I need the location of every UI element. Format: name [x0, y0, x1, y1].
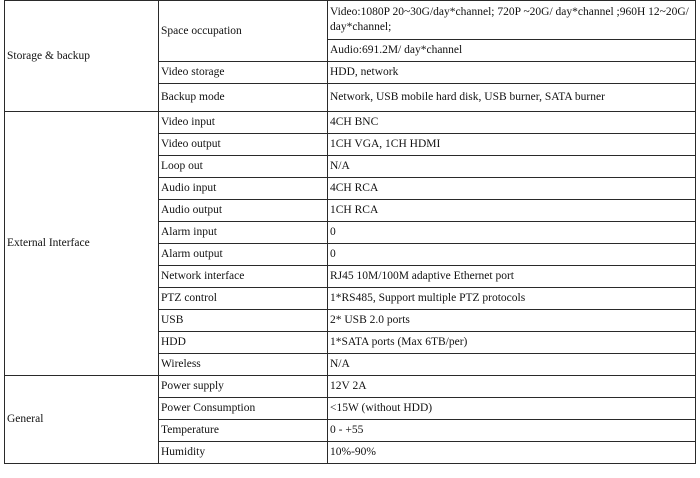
row-label-space-occupation: Space occupation — [159, 1, 328, 62]
row-label-humidity: Humidity — [159, 442, 328, 464]
table-row — [5, 376, 696, 398]
row-value-loop-out: N/A — [328, 156, 696, 178]
row-label-power-supply: Power supply — [159, 376, 328, 398]
row-label-video-input: Video input — [159, 112, 328, 134]
row-value-space-occupation-video: Video:1080P 20~30G/day*channel; 720P ~20G/ day*channel ;960H 12~20G/ day*channel; — [328, 1, 696, 40]
row-label-alarm-output: Alarm output — [159, 244, 328, 266]
section-storage-backup: Storage & backup — [5, 1, 159, 112]
row-value-humidity: 10%-90% — [328, 442, 696, 464]
row-value-alarm-input: 0 — [328, 222, 696, 244]
row-value-hdd: 1*SATA ports (Max 6TB/per) — [328, 332, 696, 354]
row-label-audio-input: Audio input — [159, 178, 328, 200]
row-label-video-output: Video output — [159, 134, 328, 156]
spec-table — [4, 0, 696, 464]
row-value-alarm-output: 0 — [328, 244, 696, 266]
row-value-video-input: 4CH BNC — [328, 112, 696, 134]
row-value-space-occupation-audio: Audio:691.2M/ day*channel — [328, 40, 696, 62]
row-value-backup-mode: Network, USB mobile hard disk, USB burner, SATA burner — [328, 84, 696, 112]
section-general: General — [5, 376, 159, 464]
row-value-ptz-control: 1*RS485, Support multiple PTZ protocols — [328, 288, 696, 310]
row-label-wireless: Wireless — [159, 354, 328, 376]
row-label-ptz-control: PTZ control — [159, 288, 328, 310]
row-value-network-interface: RJ45 10M/100M adaptive Ethernet port — [328, 266, 696, 288]
row-label-loop-out: Loop out — [159, 156, 328, 178]
row-value-power-consumption: <15W (without HDD) — [328, 398, 696, 420]
row-label-network-interface: Network interface — [159, 266, 328, 288]
row-value-power-supply: 12V 2A — [328, 376, 696, 398]
row-label-alarm-input: Alarm input — [159, 222, 328, 244]
row-value-usb: 2* USB 2.0 ports — [328, 310, 696, 332]
row-label-temperature: Temperature — [159, 420, 328, 442]
section-external-interface: External Interface — [5, 112, 159, 376]
row-label-backup-mode: Backup mode — [159, 84, 328, 112]
spec-table-container — [4, 0, 696, 464]
row-value-audio-input: 4CH RCA — [328, 178, 696, 200]
row-label-audio-output: Audio output — [159, 200, 328, 222]
row-value-temperature: 0 - +55 — [328, 420, 696, 442]
row-value-video-storage: HDD, network — [328, 62, 696, 84]
row-label-hdd: HDD — [159, 332, 328, 354]
row-label-power-consumption: Power Consumption — [159, 398, 328, 420]
row-label-usb: USB — [159, 310, 328, 332]
table-row — [5, 112, 696, 134]
row-label-video-storage: Video storage — [159, 62, 328, 84]
row-value-video-output: 1CH VGA, 1CH HDMI — [328, 134, 696, 156]
table-row — [5, 1, 696, 40]
row-value-audio-output: 1CH RCA — [328, 200, 696, 222]
row-value-wireless: N/A — [328, 354, 696, 376]
